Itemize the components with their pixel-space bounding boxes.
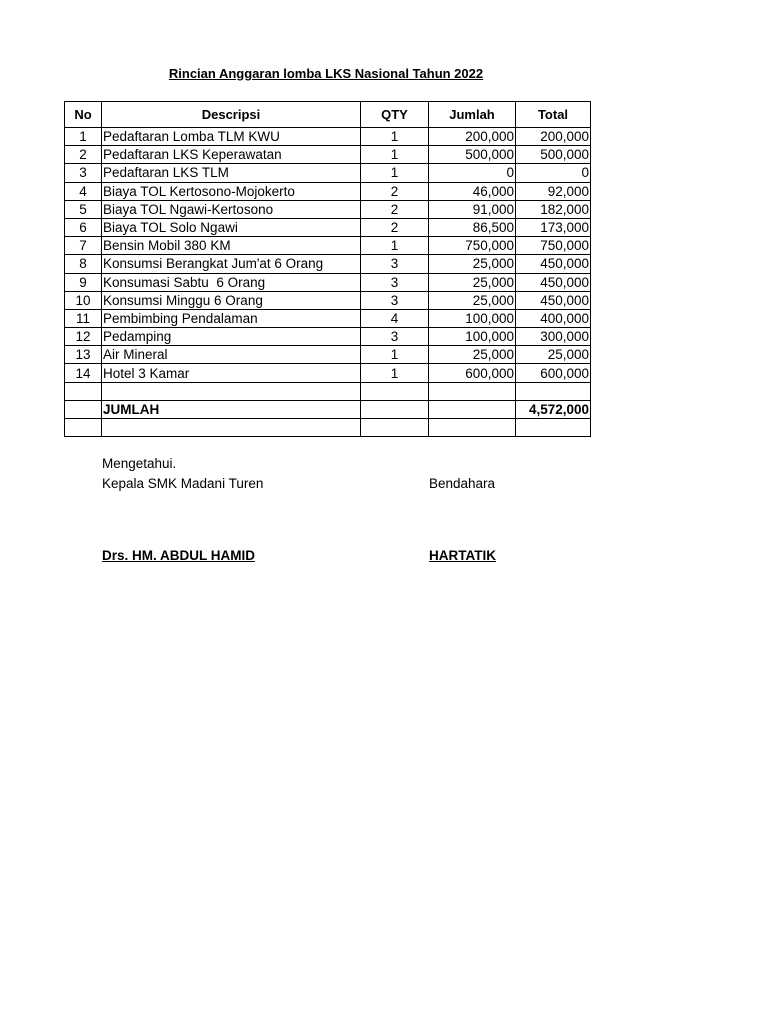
cell-total: 450,000 [516, 291, 591, 309]
cell-description: Pedaftaran Lomba TLM KWU [102, 128, 361, 146]
cell-description: Pedaftaran LKS TLM [102, 164, 361, 182]
total-label: JUMLAH [102, 400, 361, 418]
table-body [65, 128, 591, 437]
cell-description: Bensin Mobil 380 KM [102, 237, 361, 255]
table-row [65, 346, 591, 364]
table-row [65, 128, 591, 146]
cell-qty: 1 [361, 237, 429, 255]
cell-no: 5 [65, 200, 102, 218]
cell-no: 4 [65, 182, 102, 200]
empty-row [65, 382, 591, 400]
cell-total: 450,000 [516, 255, 591, 273]
table-row [65, 255, 591, 273]
acknowledged-label: Mengetahui. [102, 456, 177, 471]
cell-no: 9 [65, 273, 102, 291]
cell-jumlah: 500,000 [429, 146, 516, 164]
cell-jumlah: 86,500 [429, 218, 516, 236]
header-total: Total [516, 102, 591, 128]
cell-qty: 3 [361, 255, 429, 273]
cell-jumlah: 25,000 [429, 291, 516, 309]
cell-qty: 1 [361, 146, 429, 164]
cell-no: 7 [65, 237, 102, 255]
cell-total: 750,000 [516, 237, 591, 255]
cell-no: 3 [65, 164, 102, 182]
cell-description: Biaya TOL Kertosono-Mojokerto [102, 182, 361, 200]
header-qty: QTY [361, 102, 429, 128]
cell-total: 25,000 [516, 346, 591, 364]
cell-no: 6 [65, 218, 102, 236]
left-signer-role: Kepala SMK Madani Turen [102, 476, 264, 491]
cell-jumlah: 100,000 [429, 309, 516, 327]
table-row [65, 291, 591, 309]
cell-jumlah: 0 [429, 164, 516, 182]
cell-jumlah: 46,000 [429, 182, 516, 200]
cell-jumlah: 200,000 [429, 128, 516, 146]
cell-qty: 2 [361, 218, 429, 236]
cell-jumlah: 750,000 [429, 237, 516, 255]
document-title: Rincian Anggaran lomba LKS Nasional Tahun 2022 [168, 66, 484, 81]
empty-row [65, 419, 591, 437]
cell-total: 200,000 [516, 128, 591, 146]
table-row [65, 364, 591, 382]
cell-description: Konsumasi Sabtu 6 Orang [102, 273, 361, 291]
cell-qty: 2 [361, 200, 429, 218]
header-description: Descripsi [102, 102, 361, 128]
cell-jumlah: 91,000 [429, 200, 516, 218]
cell-qty: 1 [361, 364, 429, 382]
cell-no: 12 [65, 328, 102, 346]
table-row [65, 146, 591, 164]
cell-description: Pedamping [102, 328, 361, 346]
cell-total: 173,000 [516, 218, 591, 236]
total-row [65, 400, 591, 418]
cell-no: 10 [65, 291, 102, 309]
table-row [65, 273, 591, 291]
cell-qty: 3 [361, 291, 429, 309]
cell-no: 13 [65, 346, 102, 364]
right-signer-role: Bendahara [429, 476, 496, 491]
cell-qty: 3 [361, 273, 429, 291]
cell-no: 11 [65, 309, 102, 327]
left-signer-name: Drs. HM. ABDUL HAMID [102, 548, 256, 563]
cell-qty: 4 [361, 309, 429, 327]
cell-description: Biaya TOL Ngawi-Kertosono [102, 200, 361, 218]
cell-no: 2 [65, 146, 102, 164]
cell-jumlah: 25,000 [429, 346, 516, 364]
table-row [65, 309, 591, 327]
cell-total: 92,000 [516, 182, 591, 200]
cell-no: 8 [65, 255, 102, 273]
cell-description: Pembimbing Pendalaman [102, 309, 361, 327]
cell-qty: 2 [361, 182, 429, 200]
table-row [65, 164, 591, 182]
cell-total: 0 [516, 164, 591, 182]
header-no: No [65, 102, 102, 128]
cell-qty: 1 [361, 346, 429, 364]
table-row [65, 237, 591, 255]
table-header-row [65, 102, 591, 128]
cell-total: 300,000 [516, 328, 591, 346]
header-jumlah: Jumlah [429, 102, 516, 128]
cell-jumlah: 25,000 [429, 255, 516, 273]
cell-description: Pedaftaran LKS Keperawatan [102, 146, 361, 164]
total-value: 4,572,000 [516, 400, 591, 418]
right-signer-name: HARTATIK [429, 548, 496, 563]
cell-total: 182,000 [516, 200, 591, 218]
table-row [65, 182, 591, 200]
cell-total: 400,000 [516, 309, 591, 327]
cell-total: 600,000 [516, 364, 591, 382]
cell-description: Konsumsi Minggu 6 Orang [102, 291, 361, 309]
cell-description: Konsumsi Berangkat Jum'at 6 Orang [102, 255, 361, 273]
cell-description: Biaya TOL Solo Ngawi [102, 218, 361, 236]
cell-description: Hotel 3 Kamar [102, 364, 361, 382]
cell-jumlah: 100,000 [429, 328, 516, 346]
budget-table [64, 101, 591, 437]
cell-no: 1 [65, 128, 102, 146]
table-row [65, 218, 591, 236]
cell-no: 14 [65, 364, 102, 382]
table-row [65, 200, 591, 218]
cell-qty: 3 [361, 328, 429, 346]
cell-jumlah: 600,000 [429, 364, 516, 382]
cell-total: 500,000 [516, 146, 591, 164]
table-row [65, 328, 591, 346]
cell-qty: 1 [361, 128, 429, 146]
cell-total: 450,000 [516, 273, 591, 291]
cell-qty: 1 [361, 164, 429, 182]
cell-jumlah: 25,000 [429, 273, 516, 291]
cell-description: Air Mineral [102, 346, 361, 364]
